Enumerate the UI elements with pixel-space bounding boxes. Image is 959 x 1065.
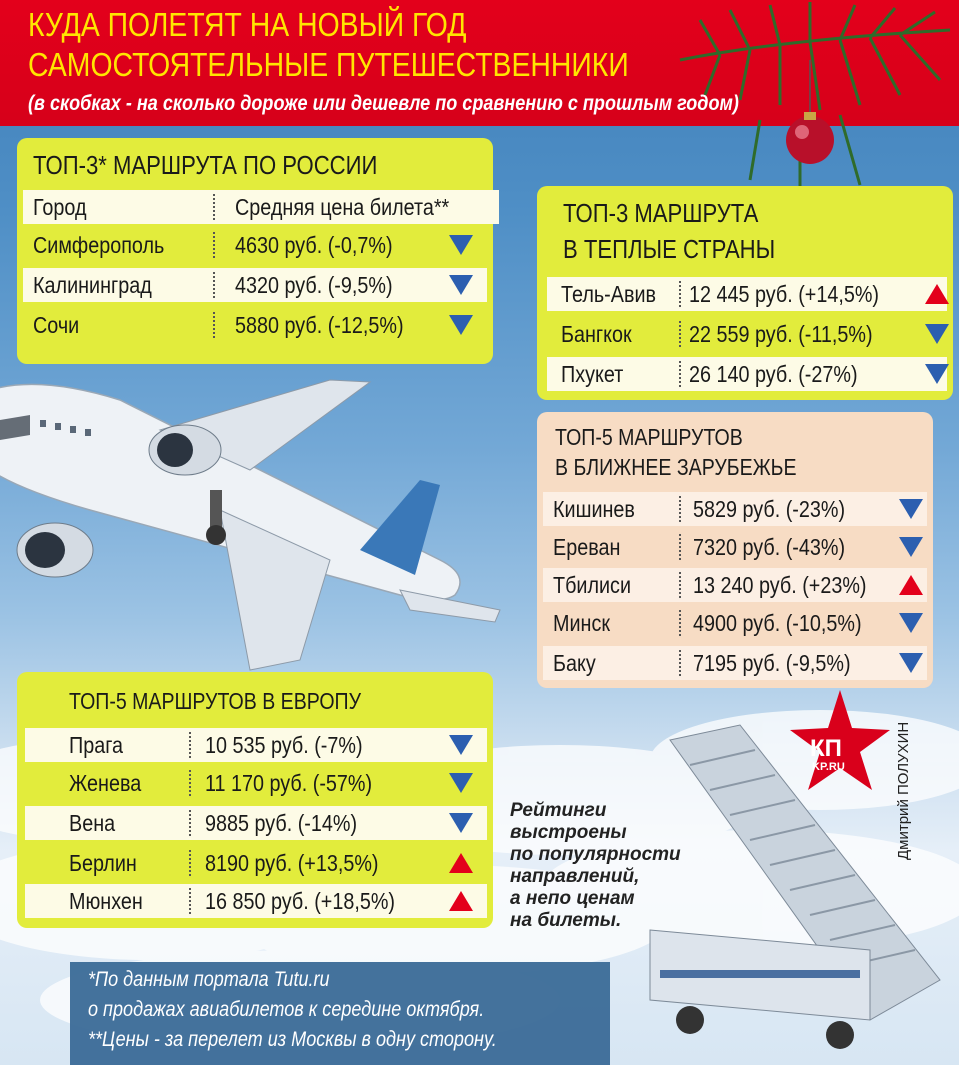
column-separator [213,312,215,338]
trend-down-icon [925,324,949,344]
logo-text-bottom: KP.RU [812,761,845,773]
note-line: а непо ценам [510,888,635,909]
page-subtitle: (в скобках - на сколько дороже или дешевле по сравнению с прошлым годом) [28,92,739,115]
price-value: 26 140 руб. (-27%) [689,361,858,387]
photo-credit: Дмитрий ПОЛУХИН [895,721,912,860]
city-name: Прага [69,732,124,758]
note-line: выстроены [510,822,627,843]
price-value: 7320 руб. (-43%) [693,534,846,560]
europe-panel-title: ТОП-5 МАРШРУТОВ В ЕВРОПУ [69,688,362,714]
europe-panel [17,672,493,928]
city-name: Мюнхен [69,888,143,914]
note-line: на билеты. [510,910,622,931]
column-separator [189,850,191,876]
price-value: 7195 руб. (-9,5%) [693,650,851,676]
column-separator [213,272,215,298]
russia-panel [17,138,493,364]
price-value: 5829 руб. (-23%) [693,496,846,522]
city-name: Калининград [33,272,152,298]
trend-down-icon [449,773,473,793]
price-value: 16 850 руб. (+18,5%) [205,888,396,914]
column-separator [679,281,681,307]
trend-down-icon [449,735,473,755]
trend-down-icon [449,813,473,833]
price-value: 4320 руб. (-9,5%) [235,272,393,298]
table-row [25,766,487,800]
column-header-price: Средняя цена билета** [235,194,450,220]
city-name: Пхукет [561,361,624,387]
table-row [543,606,927,640]
trend-down-icon [449,235,473,255]
russia-header-row [23,190,499,224]
price-value: 13 240 руб. (+23%) [693,572,867,598]
table-row [547,317,947,351]
table-row [543,568,927,602]
trend-down-icon [899,499,923,519]
table-row [25,846,487,880]
price-value: 22 559 руб. (-11,5%) [689,321,873,347]
city-name: Тель-Авив [561,281,657,307]
city-name: Кишинев [553,496,635,522]
airplane-illustration [0,360,520,680]
column-separator [189,770,191,796]
warm-panel-title-line1: ТОП-3 МАРШРУТА [563,198,759,228]
note-line: по популярности [510,844,681,865]
price-value: 11 170 руб. (-57%) [205,770,373,796]
price-value: 9885 руб. (-14%) [205,810,358,836]
table-row [543,646,927,680]
city-name: Тбилиси [553,572,631,598]
price-value: 4630 руб. (-0,7%) [235,232,393,258]
table-row [23,308,487,342]
price-value: 4900 руб. (-10,5%) [693,610,862,636]
price-value: 5880 руб. (-12,5%) [235,312,404,338]
trend-up-icon [925,284,949,304]
note-line: Рейтинги [510,800,607,821]
price-value: 12 445 руб. (+14,5%) [689,281,880,307]
trend-down-icon [899,613,923,633]
table-row [25,728,487,762]
table-row [25,806,487,840]
fir-branch-ornament-icon [660,0,959,200]
table-row [547,277,947,311]
city-name: Минск [553,610,611,636]
page-title-line2: САМОСТОЯТЕЛЬНЫЕ ПУТЕШЕСТВЕННИКИ [28,46,629,83]
trend-down-icon [925,364,949,384]
column-separator [213,194,215,220]
column-separator [679,572,681,598]
logo-text-top: КП [810,735,842,762]
ranking-note [510,800,681,932]
table-row [547,357,947,391]
russia-panel-title: ТОП-3* МАРШРУТА ПО РОССИИ [33,150,378,180]
near-abroad-panel [537,412,933,688]
table-row [543,492,927,526]
column-separator [679,321,681,347]
column-separator [679,610,681,636]
city-name: Ереван [553,534,621,560]
city-name: Берлин [69,850,137,876]
column-separator [189,888,191,914]
trend-up-icon [449,891,473,911]
city-name: Бангкок [561,321,632,347]
trend-down-icon [899,653,923,673]
column-separator [679,650,681,676]
footnote-line: **Цены - за перелет из Москвы в одну сторону. [88,1028,497,1051]
column-separator [679,496,681,522]
column-separator [679,361,681,387]
city-name: Сочи [33,312,80,338]
price-value: 10 535 руб. (-7%) [205,732,363,758]
footnote-line: о продажах авиабилетов к середине октября. [88,998,485,1021]
column-separator [189,732,191,758]
city-name: Женева [69,770,142,796]
city-name: Симферополь [33,232,165,258]
trend-down-icon [449,315,473,335]
table-row [25,884,487,918]
city-name: Баку [553,650,596,676]
column-separator [679,534,681,560]
near-panel-title-line2: В БЛИЖНЕЕ ЗАРУБЕЖЬЕ [555,454,797,480]
trend-down-icon [899,537,923,557]
table-row [23,268,487,302]
column-separator [213,232,215,258]
price-value: 8190 руб. (+13,5%) [205,850,379,876]
warm-countries-panel [537,186,953,400]
column-separator [189,810,191,836]
trend-down-icon [449,275,473,295]
warm-panel-title-line2: В ТЕПЛЫЕ СТРАНЫ [563,234,776,264]
city-name: Вена [69,810,116,836]
kp-logo [790,690,890,800]
near-panel-title-line1: ТОП-5 МАРШРУТОВ [555,424,743,450]
table-row [23,228,487,262]
trend-up-icon [449,853,473,873]
footnote-line: *По данным портала Tutu.ru [88,968,330,991]
table-row [543,530,927,564]
trend-up-icon [899,575,923,595]
column-header-city: Город [33,194,87,220]
note-line: направлений, [510,866,640,887]
page-title-line1: КУДА ПОЛЕТЯТ НА НОВЫЙ ГОД [28,6,467,43]
